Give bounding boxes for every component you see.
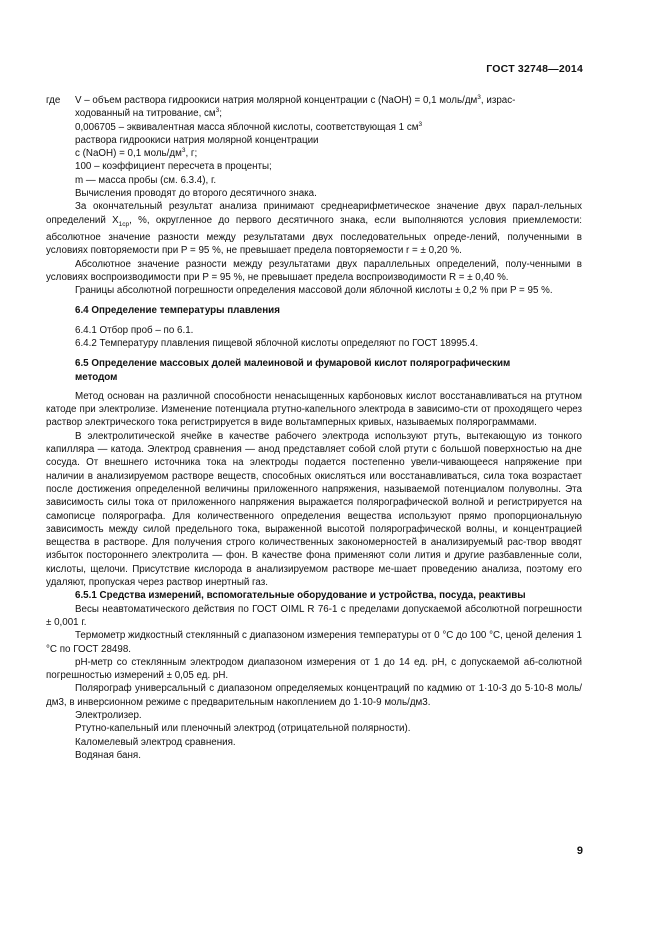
hundred-definition: 100 – коэффициент пересчета в проценты; <box>75 161 272 173</box>
page-number: 9 <box>576 845 583 857</box>
k-definition-2: раствора гидроокиси натрия молярной концентрации <box>75 134 319 146</box>
list-item: Каломелевый электрод сравнения. <box>75 736 236 748</box>
heading-6-5-1: 6.5.1 Средства измерений, вспомогательные оборудование и устройства, посуда, реактивы <box>75 590 526 602</box>
para-result: За окончательный результат анализа принимают среднеарифметическое значение двух парал-лельных определений $X_{1ср}$, %, округленное до первого десятичного знака, если выполняются условия приемлемости: абсолютное значение разности между результатами двух последовательных опреде-лений, полученными в условиях повторяемости при P = 95 %, не превышает предела повторяемости r = ± 0,20 %. <box>46 201 582 257</box>
list-item: Весы неавтоматического действия по ГОСТ OIML R 76-1 с пределами допускаемой абсолютной погрешности ± 0,001 г. <box>46 603 582 628</box>
list-item: pH-метр со стеклянным электродом диапазоном измерения от 1 до 14 ед. pH, с допускаемой аб-солютной погрешностью измерений ± 0,05 ед. pH. <box>46 656 582 682</box>
k-definition-3: c (NaOH) = 0,1 моль/$дм^3$, г; <box>75 147 198 160</box>
heading-6-5: 6.5 Определение массовых долей малеиновой и фумаровой кислот полярографическим методом <box>75 358 511 383</box>
para-6-4-2: 6.4.2 Температуру плавления пищевой яблочной кислоты определяют по ГОСТ 18995.4. <box>75 338 479 349</box>
where-block <box>46 94 582 107</box>
para-electrolytic-cell: В электролитической ячейке в качестве рабочего электрода используют ртуть, вытекающую из тонкого капилляра — катода. Электрод сравнения — анод представляет собой слой ртути с большой поверхностью на дне сосуда. От внешнего источника тока на электроды подается постепенно увели-чивающееся напряжение при наличии в анализируемом растворе веществ, способных окисляться или восстанавливаться, сила тока возрастает после достижения определенной величины приложенного напряжения, называемой потенциалом полуволны. Эта зависимость силы тока от приложенного напряжения выражается полярографической волной и регистрируется на самописце полярографа. Для количественного определения вещества используют прямо пропорциональную зависимость между силой предельного тока, выраженной высотой полярографической волны, и концентрацией вещества в растворе. Для получения строго количественных закономерностей в анализируемый рас-твор вводят избыток постороннего электролита — фон. В качестве фона применяют соли лития и другие разбавленные соли, кислоты, щелочи. Присутствие кислорода в анализируемом растворе ме-шает проведению анализа, поэтому его удаляют, пропуская через раствор инертный газ. <box>46 430 582 589</box>
heading-6-4: 6.4 Определение температуры плавления <box>75 305 280 317</box>
list-item: Ртутно-капельный или пленочный электрод (отрицательной полярности). <box>75 723 411 735</box>
standard-number: ГОСТ 32748—2014 <box>486 63 583 75</box>
para-bounds: Границы абсолютной погрешности определения массовой доли яблочной кислоты ± 0,2 % при P = 95 %. <box>75 285 553 297</box>
para-reproducibility: Абсолютное значение разности между результатами двух параллельных определений, полу-ченными в условиях воспроизводимости при P = 95 %, не превышает предела воспроизводимости R = ± 0,40 %. <box>46 258 582 283</box>
para-method: Метод основан на различной способности ненасыщенных карбоновых кислот восстанавливаться на ртутном катоде при электролизе. Изменение потенциала ртутно-капельного электрода в зависимо-сти от проходящего через раствор электрического тока регистрируется в виде вольтамперных кривых, называемых полярограммами. <box>46 390 582 429</box>
para-6-4-1: 6.4.1 Отбор проб – по 6.1. <box>75 324 194 336</box>
m-definition: m — масса пробы (см. 6.3.4), г. <box>75 174 217 186</box>
list-item: Электролизер. <box>75 710 142 722</box>
calc-note: Вычисления проводят до второго десятичного знака. <box>75 188 317 200</box>
list-item: Термометр жидкостный стеклянный с диапазоном измерения температуры от 0 °С до 100 °С, ценой деления 1 °С по ГОСТ 28498. <box>46 630 582 655</box>
page-content <box>46 94 582 762</box>
v-definition: V – объем раствора гидроокиси натрия молярной концентрации c (NaOH) = 0,1 моль/$дм^3$, израс- <box>75 94 516 106</box>
list-item: Полярограф универсальный с диапазоном определяемых концентраций по кадмию от 1·10-3 до 5·10-8 моль/дм3, в инверсионном режиме с предварительным накоплением до 1·10-9 моль/дм3. <box>46 683 582 708</box>
where-label: где <box>46 95 61 106</box>
list-item: Водяная баня. <box>75 749 141 761</box>
v-definition-cont: ходованный на титрование, $см^3$; <box>75 107 223 120</box>
k-definition: 0,006705 – эквивалентная масса яблочной кислоты, соответствующая 1 $см^3$ <box>75 120 423 133</box>
